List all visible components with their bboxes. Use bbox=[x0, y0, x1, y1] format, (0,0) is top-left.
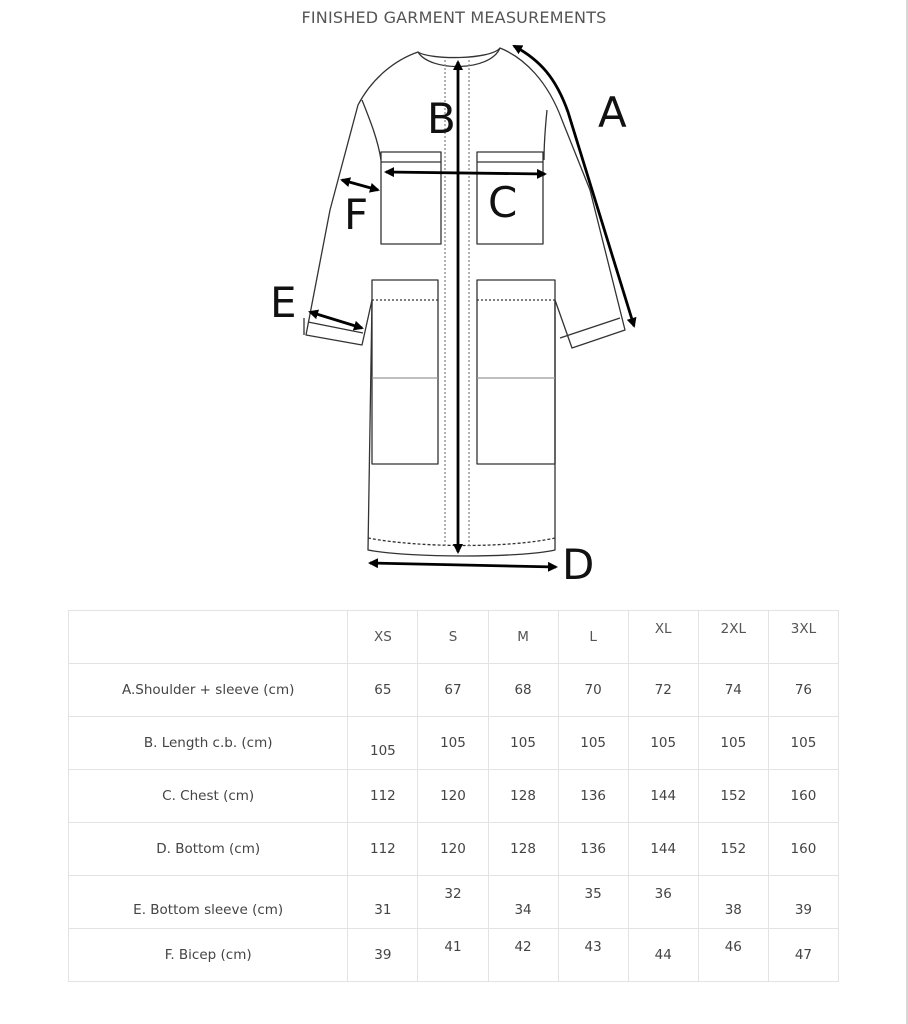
table-cell bbox=[558, 876, 628, 929]
table-cell: 136 bbox=[558, 770, 628, 823]
cell-value: 35 bbox=[584, 886, 602, 902]
cell-value: 43 bbox=[584, 939, 602, 955]
size-header bbox=[768, 611, 838, 664]
table-cell bbox=[698, 929, 768, 982]
table-cell bbox=[348, 717, 418, 770]
size-header bbox=[488, 611, 558, 664]
size-label: M bbox=[517, 629, 529, 645]
table-cell bbox=[768, 876, 838, 929]
table-cell: 68 bbox=[488, 664, 558, 717]
table-cell: 44 bbox=[628, 929, 698, 982]
arrow-d bbox=[370, 563, 556, 567]
table-cell bbox=[488, 876, 558, 929]
table-cell: 105 bbox=[698, 717, 768, 770]
cell-value: 34 bbox=[514, 902, 532, 918]
table-cell: 47 bbox=[768, 929, 838, 982]
table-cell: 144 bbox=[628, 770, 698, 823]
table-cell bbox=[628, 876, 698, 929]
table-row bbox=[69, 929, 839, 982]
table-cell: 160 bbox=[768, 823, 838, 876]
table-cell bbox=[698, 876, 768, 929]
arrow-c bbox=[386, 172, 545, 174]
cell-value: 36 bbox=[654, 886, 672, 902]
table-row bbox=[69, 876, 839, 929]
table-cell bbox=[488, 929, 558, 982]
table-cell bbox=[558, 929, 628, 982]
table-cell: 74 bbox=[698, 664, 768, 717]
cell-value: 39 bbox=[794, 902, 812, 918]
table-cell: 112 bbox=[348, 770, 418, 823]
label-e: E bbox=[270, 278, 297, 327]
row-label bbox=[69, 876, 348, 929]
row-label: C. Chest (cm) bbox=[69, 770, 348, 823]
cell-value: 46 bbox=[724, 939, 742, 955]
row-label: A.Shoulder + sleeve (cm) bbox=[69, 664, 348, 717]
header-row bbox=[69, 611, 839, 664]
table-cell: 105 bbox=[488, 717, 558, 770]
cell-value: 32 bbox=[444, 886, 462, 902]
table-cell: 70 bbox=[558, 664, 628, 717]
table-cell: 128 bbox=[488, 770, 558, 823]
size-header bbox=[348, 611, 418, 664]
table-cell: 72 bbox=[628, 664, 698, 717]
table-cell: 120 bbox=[418, 770, 488, 823]
row-label: B. Length c.b. (cm) bbox=[69, 717, 348, 770]
table-cell bbox=[348, 876, 418, 929]
measurements-table bbox=[68, 610, 839, 982]
size-label: 3XL bbox=[790, 621, 817, 637]
table-cell: 136 bbox=[558, 823, 628, 876]
table-row bbox=[69, 664, 839, 717]
header-blank-cell bbox=[69, 611, 348, 664]
table-cell: 76 bbox=[768, 664, 838, 717]
size-label: XS bbox=[373, 629, 392, 645]
size-label: L bbox=[589, 629, 597, 645]
size-header bbox=[628, 611, 698, 664]
arrow-f bbox=[342, 180, 378, 190]
table-cell: 105 bbox=[558, 717, 628, 770]
cell-value: 41 bbox=[444, 939, 462, 955]
label-a: A bbox=[598, 88, 627, 137]
size-header bbox=[418, 611, 488, 664]
table-cell: 120 bbox=[418, 823, 488, 876]
label-d: D bbox=[562, 540, 595, 589]
row-label: D. Bottom (cm) bbox=[69, 823, 348, 876]
cell-value: 42 bbox=[514, 939, 532, 955]
table-cell bbox=[418, 929, 488, 982]
table-cell: 39 bbox=[348, 929, 418, 982]
label-f: F bbox=[344, 190, 369, 239]
table-cell: 152 bbox=[698, 823, 768, 876]
table-row bbox=[69, 717, 839, 770]
label-b: B bbox=[427, 94, 456, 143]
size-label: XL bbox=[654, 621, 672, 637]
table-cell: 152 bbox=[698, 770, 768, 823]
size-label: 2XL bbox=[720, 621, 746, 637]
table-cell: 65 bbox=[348, 664, 418, 717]
table-cell: 160 bbox=[768, 770, 838, 823]
row-label: F. Bicep (cm) bbox=[69, 929, 348, 982]
table-cell bbox=[418, 876, 488, 929]
cell-value: 38 bbox=[724, 902, 742, 918]
table-cell: 144 bbox=[628, 823, 698, 876]
page-title: FINISHED GARMENT MEASUREMENTS bbox=[301, 8, 607, 27]
table-cell: 112 bbox=[348, 823, 418, 876]
table-cell: 67 bbox=[418, 664, 488, 717]
size-header bbox=[558, 611, 628, 664]
table-cell: 105 bbox=[628, 717, 698, 770]
label-c: C bbox=[488, 178, 518, 227]
cell-value: 31 bbox=[374, 902, 392, 918]
table-cell: 128 bbox=[488, 823, 558, 876]
table-cell: 105 bbox=[768, 717, 838, 770]
size-label: S bbox=[448, 629, 458, 645]
table-row bbox=[69, 770, 839, 823]
table-cell: 105 bbox=[418, 717, 488, 770]
row-label-text: E. Bottom sleeve (cm) bbox=[133, 902, 284, 918]
arrow-e bbox=[310, 312, 362, 328]
table-row bbox=[69, 823, 839, 876]
cell-value: 105 bbox=[370, 743, 396, 759]
size-header bbox=[698, 611, 768, 664]
